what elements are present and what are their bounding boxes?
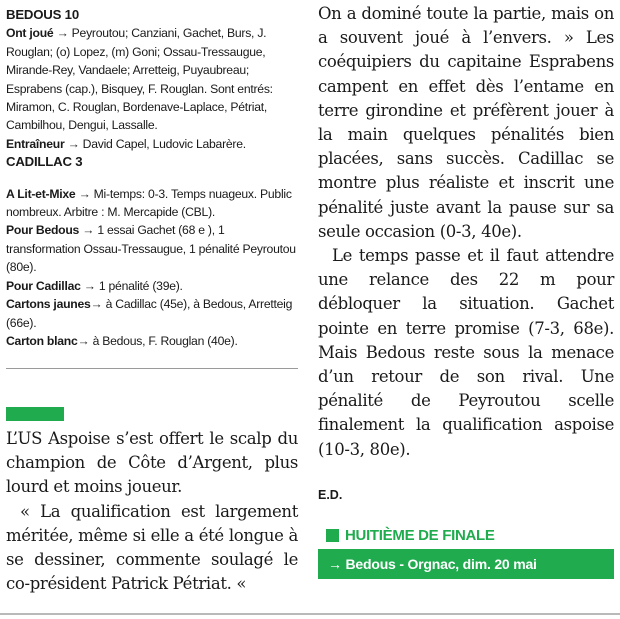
arrow-icon: → [82,223,95,238]
arrow-icon: → [90,297,103,312]
home-coach [6,135,298,153]
page-bottom-rule [0,613,620,615]
next-match-heading-row [318,526,614,546]
away-team-score: CADILLAC 3 [6,154,83,170]
home-lineup [6,24,298,134]
green-square-icon [326,529,339,542]
away-scorers [6,277,298,295]
for-away-label: Pour Cadillac [6,278,81,293]
arrow-icon: → [83,278,96,293]
venue-text: Mi-temps: 0-3. Temps nuageux. Public nombreux. Arbitre : M. Mercapide (CBL). [6,186,292,220]
match-result-box [6,6,298,350]
arrow-icon: → [78,186,91,201]
for-home-label: Pour Bedous [6,223,80,238]
article-paragraph: L’US Aspoise s’est offert le scalp du champion de Côte d’Argent, plus lourd et moins joueur. [6,429,298,497]
next-match-bar [318,549,614,579]
arrow-icon: → [77,333,90,348]
white-card-label: Carton blanc [6,333,78,348]
spacer [6,172,298,185]
for-home-text: 1 essai Gachet (68 e ), 1 transformation Ossau-Tressaugue, 1 pénalité Peyroutou (80e). [6,223,296,275]
home-played-label: Ont joué [6,26,54,41]
home-coach-label: Entraîneur [6,136,65,151]
home-coach-text: David Capel, Ludovic Labarère. [82,136,246,151]
article-right-column [318,2,614,462]
venue-label: A Lit-et-Mixe [6,186,76,201]
arrow-icon: → [67,136,80,151]
yellow-cards-label: Cartons jaunes [6,297,91,312]
home-scorers [6,221,298,276]
yellow-cards [6,295,298,332]
arrow-icon: → [56,26,69,41]
white-card-text: à Bedous, F. Rouglan (40e). [92,333,238,348]
next-match-heading: HUITIÈME DE FINALE [345,527,495,544]
home-team-score: BEDOUS 10 [6,7,79,22]
for-away-text: 1 pénalité (39e). [98,278,183,293]
author-byline: E.D. [318,488,343,502]
section-divider [6,368,298,369]
green-section-marker [6,407,64,421]
next-match-banner [318,526,614,586]
yellow-cards-text: à Cadillac (45e), à Bedous, Arretteig (66e). [6,297,293,330]
article-paragraph: On a dominé toute la partie, mais on a souvent joué à l’envers. » Les coéquipiers du capitaine Esprabens campent en effet dès l’entame en terre girondine et préfèrent jouer à la main quelques pénalités bien placées, sans succès. Cadillac se montre plus réaliste et inscrit une pénalité juste avant la pause sur sa seule occasion (0-3, 40e). [318,4,614,241]
venue-line [6,185,298,222]
home-played-text: Peyroutou; Canziani, Gachet, Burs, J. Rouglan; (o) Lopez, (m) Goni; Ossau-Tressaugue, Mirande-Rey, Vandaele; Arretteig, Puyaubreau; Esprabens (cap.), Bisquey, F. Rouglan. Sont entrés: Miramon, C. Rouglan, Bordenave-Laplace, Pétriat, Cambilhou, Dengui, Lassalle. [6,26,273,133]
article-left-column [6,427,298,596]
white-card [6,332,298,350]
article-paragraph: « La qualification est largement méritée, même si elle a été longue à se dessiner, commente soulagé le co-président Patrick Pétriat. « [6,501,298,594]
article-paragraph: Le temps passe et il faut attendre une relance des 22 m pour débloquer la situation. Gachet pointe en terre promise (7-3, 68e). Mais Bedous reste sous la menace d’un retour de son rival. Une pénalité de Peyroutou scelle finalement la qualification aspoise (10-3, 80e). [318,246,614,459]
next-match-text: → Bedous - Orgnac, dim. 20 mai [328,556,537,572]
